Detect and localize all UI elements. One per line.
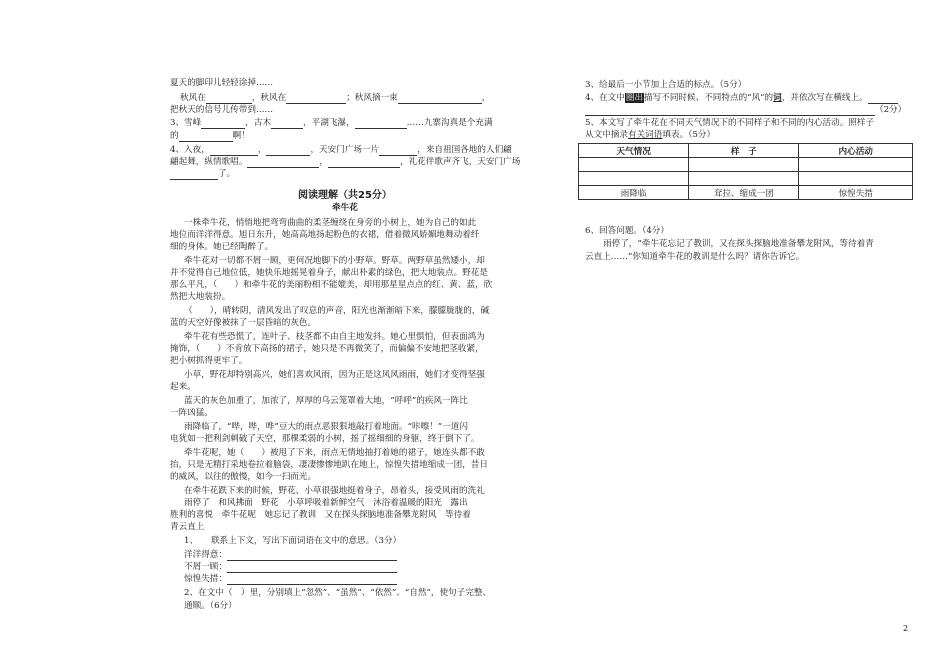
poem-line-1: 夏天的脚印儿轻轻涂掉…… [170,78,274,88]
question-4-line-3: 了。 [170,169,235,180]
story-paragraph-line: 地位而洋洋得意。旭日东升，她高高地扬起粉色的衣裙，借着微风娇媚地舞动着纤 [170,230,480,240]
story-paragraph-line: （ ），晴转阴，清风发出了叹息的声音，阳光也渐渐暗下来，朦朦胧胧的，碱 [184,306,490,316]
story-paragraph-line: 雨降临了，“哗，哗，哗”豆大的雨点恶狠狠地敲打着地面。“咔嚓！”一道闪 [184,422,468,432]
story-paragraph-line: 在牵牛花跌下来的时候，野花，小草很强地挺着身子，昂着头，接受风雨的洗礼 [184,486,485,496]
story-paragraph-line: 牵牛花有些恐慌了，连叶子、枝茎都不由自主地发抖。她心里惧怕，但表面鸿为 [184,332,485,342]
table-header-cell: 天气情况 [579,144,689,158]
question-4-blank-line: （2分） [585,105,906,116]
question-2-line-2: 通顺。（6分） [184,601,237,611]
story-title: 牵牛花 [332,203,358,213]
story-paragraph-line: 牵牛花对一切都不屑一顾，更何况地脚下的小野草。野草。两野草虽然矮小，却 [184,256,485,266]
story-paragraph-line: 细的身体。她已经陶醉了。 [170,242,274,252]
question-6-prompt: 6、回答问题。（4分） [585,226,669,236]
story-paragraph-line: 那么平凡，（ ）和牵牛花的美丽粉相不能媲美，却用那星星点点的红、黄、蓝，欣 [170,280,493,290]
table-header-row [579,144,913,158]
table-cell[interactable] [579,158,689,172]
question-1-item: 洋洋得意： [184,550,397,561]
question-3-punctuation: 3、给最后一小节加上合适的标点。（5分） [585,80,747,90]
story-paragraph-line: 雨停了 和风拂面 野花 小草呼吸着新鲜空气 沐浴着温暖的阳光 露出 [184,498,468,508]
story-paragraph-line: 蓝的天空好像被抹了一层昏暗的灰色。 [170,318,317,328]
story-paragraph-line: 一株牵牛花，悄悄地把弯弯曲曲的柔茎缠绕在身旁的小树上，她为自己的如此 [184,218,477,228]
weather-table [578,143,913,200]
question-4-line-2: 翩起舞，纵情歌唱。 ， ，礼花伴歌声齐飞，天安门广场 [170,157,521,167]
table-cell: 雨降临 [579,186,689,200]
story-paragraph-line: 牵牛花呢，她（ ）被甩了下来，雨点无情地抽打着她的裙子，她连头都不敢 [184,448,485,458]
question-6-quote-line-2: 云直上……”你知道牵牛花的教训是什么吗？请你告诉它。 [585,252,805,262]
story-paragraph-line: 一阵凶猛。 [170,408,213,418]
table-row [579,158,913,172]
question-3-line-2: 的 啊！ [170,131,250,141]
question-1-item: 不屑一顾： [184,562,397,573]
question-3-line-1: 3、雪峰 ，古木 ，平湖飞瀑， ……九寨沟真是个充满 [170,118,493,128]
reading-section-title: 阅读理解（共25分） [298,190,392,201]
table-row [579,172,913,186]
poem-line-3: 把秋天的信号儿传带到…… [170,105,274,115]
table-cell[interactable] [579,172,689,186]
story-paragraph-line: 并不觉得自己地位低，她快乐地摇晃着身子，献出朴素的绿色，把大地装点。野花是 [170,268,488,278]
table-cell[interactable] [799,172,913,186]
table-header-cell: 内心活动 [799,144,913,158]
table-cell: 耷拉、缩成一团 [689,186,799,200]
story-paragraph-line: 抬，只是无精打采地卷拉着脑袋，凄凄惨惨地趴在地上，惊惶失措地缩成一团，昔日 [170,460,488,470]
poem-line-2: 秋风在 ，秋风在 ；秋风摘一束 ， [180,93,491,103]
story-paragraph-line: 蓝天的灰色加重了，加浓了，厚厚的乌云笼罩着大地，“呼呼”的疾风一阵比 [184,396,468,406]
story-paragraph-line: 青云直上 [170,522,205,532]
table-cell[interactable] [689,158,799,172]
table-header-cell: 样 子 [689,144,799,158]
question-6-quote-line-1: 雨停了，“牵牛花忘记了教训，又在探头探脑地准备攀龙附风，等待着青 [603,239,874,249]
table-cell[interactable] [689,172,799,186]
question-2-line-1: 2、在文中（ ）里，分别填上“忽然”、“虽然”、“依然”、“自然”，使句子完整、 [184,588,492,598]
story-paragraph-line: 掩饰，（ ）不肯放下高扬的裙子，她只是不再微笑了，而偏偏不安地把茎收紧， [170,344,484,354]
table-cell[interactable] [799,158,913,172]
story-paragraph-line: 胜利的喜悦 牵牛花呢 她忘记了教训 又在探头探脑地准备攀龙附风 等待着 [170,510,471,520]
page-number: 2 [903,624,909,633]
question-5-line-1: 5、本文写了牵牛花在不同天气情况下的不同样子和不同的内心活动。照样子 [585,118,875,128]
question-5-line-2: 从文中摘录有关词语填表。（5分） [585,130,716,140]
story-paragraph-line: 把小树抓得更牢了。 [170,356,248,366]
story-paragraph-line: 的威风，以往的傲慢，如今一扫而光。 [170,472,317,482]
story-paragraph-line: 起来。 [170,382,196,392]
question-1-item: 惊惶失措： [184,574,397,585]
question-4-line-1: 4、入夜， ， ，天安门广场一片 ，来自祖国各地的人们翩 [170,145,512,155]
story-paragraph-line: 电犹如一把利剑刺破了天空，那棵柔弱的小树，摇了摇细细的身躯，终于倒下了。 [170,434,480,444]
question-1-prompt: 1、 联系上下文，写出下面词语在文中的意思。（3分） [184,536,402,546]
story-paragraph-line: 然把大地装扮。 [170,292,231,302]
question-4-wind-words: 4、在文中圈出描写不同时候、不同特点的“风”的词，并依次写在横线上。 [585,93,898,104]
table-cell: 惊惶失措 [799,186,913,200]
story-paragraph-line: 小草，野花却特别高兴，她们喜欢风雨，因为正是这风风雨雨，她们才变得坚强 [184,370,485,380]
table-row [579,186,913,200]
